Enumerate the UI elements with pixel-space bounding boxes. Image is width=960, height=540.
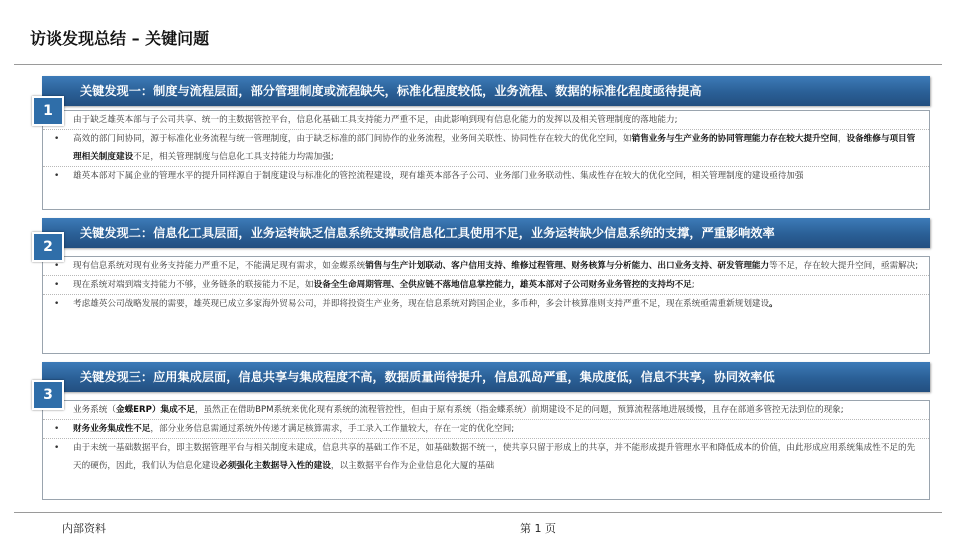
finding-bullets-1 — [43, 111, 929, 185]
bullet-text: ， — [837, 134, 847, 144]
finding-heading-3: 关键发现三：应用集成层面，信息共享与集成程度不高，数据质量尚待提升，信息孤岛严重，集成度低，信息不共享，协同效率低 — [80, 370, 775, 384]
bullet-text: 现在系统对端到端支持能力不够，业务链条的联接能力不足，如 — [73, 280, 314, 290]
finding-heading-2: 关键发现二：信息化工具层面，业务运转缺乏信息系统支撑或信息化工具使用不足，业务运转缺少信息系统的支撑，严重影响效率 — [80, 226, 775, 240]
bullet-text-bold: 销售与生产计划联动、客户信用支持、维修过程管理、财务核算与分析能力、出口业务支持、研发管理能力 — [365, 261, 770, 271]
bullet-text-bold: 设备全生命周期管理、全供应链不落地信息掌控能力，雄英本部对子公司财务业务管控的支持均不足 — [313, 280, 692, 290]
bullet-text: 现有信息系统对现有业务支持能力严重不足，不能满足现有需求，如金蝶系统 — [73, 261, 366, 271]
bullet-item — [43, 420, 929, 439]
finding-section-1 — [40, 76, 932, 212]
bullet-item — [43, 130, 929, 167]
bullet-text: ，以主数据平台作为企业信息化大厦的基础 — [330, 461, 495, 471]
bullet-text: 考虑雄英公司战略发展的需要，雄英现已成立多家海外贸易公司，并即将投资生产业务，现在信息系统对跨国企业，多币种，多会计核算准则支持严重不足，现在系统亟需重新规划建设 — [73, 299, 770, 309]
bullet-text: 由于缺乏雄英本部与子公司共享、统一的主数据管控平台，信息化基础工具支持能力严重不足，由此影响到现有信息化能力的发挥以及相关管理制度的落地能力; — [73, 115, 678, 125]
footer-classification: 内部资料 — [62, 522, 106, 535]
bullet-item — [43, 257, 929, 276]
finding-heading-bar-1 — [42, 76, 930, 106]
bullet-text-bold: 财务业务集成性不足 — [73, 424, 151, 434]
bullet-text: 业务系统（ — [73, 405, 116, 415]
bullet-text-bold: 必须强化主数据导入性的建设 — [219, 461, 331, 471]
finding-bullets-2 — [43, 257, 929, 313]
finding-heading-1: 关键发现一：制度与流程层面，部分管理制度或流程缺失，标准化程度较低，业务流程、数据的标准化程度亟待提高 — [80, 84, 702, 98]
bullet-item — [43, 295, 929, 313]
page-title: 访谈发现总结 – 关键问题 — [30, 29, 210, 48]
bullet-item — [43, 401, 929, 420]
bullet-text: 雄英本部对下属企业的管理水平的提升同样源自于制度建设与标准化的管控流程建设，现有雄英本部各子公司、业务部门业务联动性、集成性存在较大的优化空间，相关管理制度的建设亟待加强 — [73, 171, 804, 181]
bullet-text-bold: 销售业务与生产业务的协同管理能力存在较大提升空间 — [631, 134, 838, 144]
finding-heading-bar-3 — [42, 362, 930, 392]
bullet-item — [43, 167, 929, 185]
bullet-text-bold: 设备维修与项目管理相关制度建设 — [73, 134, 916, 162]
footer-page-number: 第 1 页 — [520, 522, 556, 535]
bullet-text: 由于未统一基础数据平台，即主数据管理平台与相关制度未建成，信息共享的基础工作不足，如基础数据不统一，使共享只留于形成上的共享，并不能形成提升管理水平和降低成本的价值，由此形成应用系统集成性不足的先天的硬伤，因此，我们认为信息化建设 — [73, 443, 916, 471]
bullet-item — [43, 439, 929, 475]
bullet-item — [43, 111, 929, 130]
finding-body-3 — [42, 400, 930, 500]
finding-number-badge-1: 1 — [32, 96, 64, 126]
bullet-text: 不足，相关管理制度与信息化工具支持能力均需加强; — [133, 152, 334, 162]
finding-body-2 — [42, 256, 930, 354]
bullet-text: 等不足，存在较大提升空间，亟需解决; — [769, 261, 919, 271]
finding-number-badge-2: 2 — [32, 232, 64, 262]
bullet-text-bold: 。 — [769, 299, 778, 309]
bullet-text: 高效的部门间协同，源于标准化业务流程与统一管理制度，由于缺乏标准的部门间协作的业务流程，业务间关联性、协同性存在较大的优化空间，如 — [73, 134, 632, 144]
finding-heading-bar-2 — [42, 218, 930, 248]
bullet-text: ; — [691, 280, 695, 290]
finding-body-1 — [42, 110, 930, 210]
bullet-text: ，虽然正在借助BPM系统来优化现有系统的流程管控性，但由于原有系统（指金蝶系统）前期建设不足的问题，预算流程落地进展缓慢，且存在部道多管控无法到位的现象; — [194, 405, 844, 415]
finding-section-3 — [40, 362, 932, 500]
finding-number-badge-3: 3 — [32, 380, 64, 410]
bullet-item — [43, 276, 929, 295]
bullet-text: ，部分业务信息需通过系统外传递才满足核算需求，手工录入工作量较大，存在一定的优化空间; — [150, 424, 515, 434]
footer-divider — [14, 512, 942, 513]
bullet-text-bold: 金蝶ERP）集成不足 — [115, 405, 195, 415]
finding-section-2 — [40, 218, 932, 354]
title-divider — [14, 64, 942, 65]
finding-bullets-3 — [43, 401, 929, 475]
